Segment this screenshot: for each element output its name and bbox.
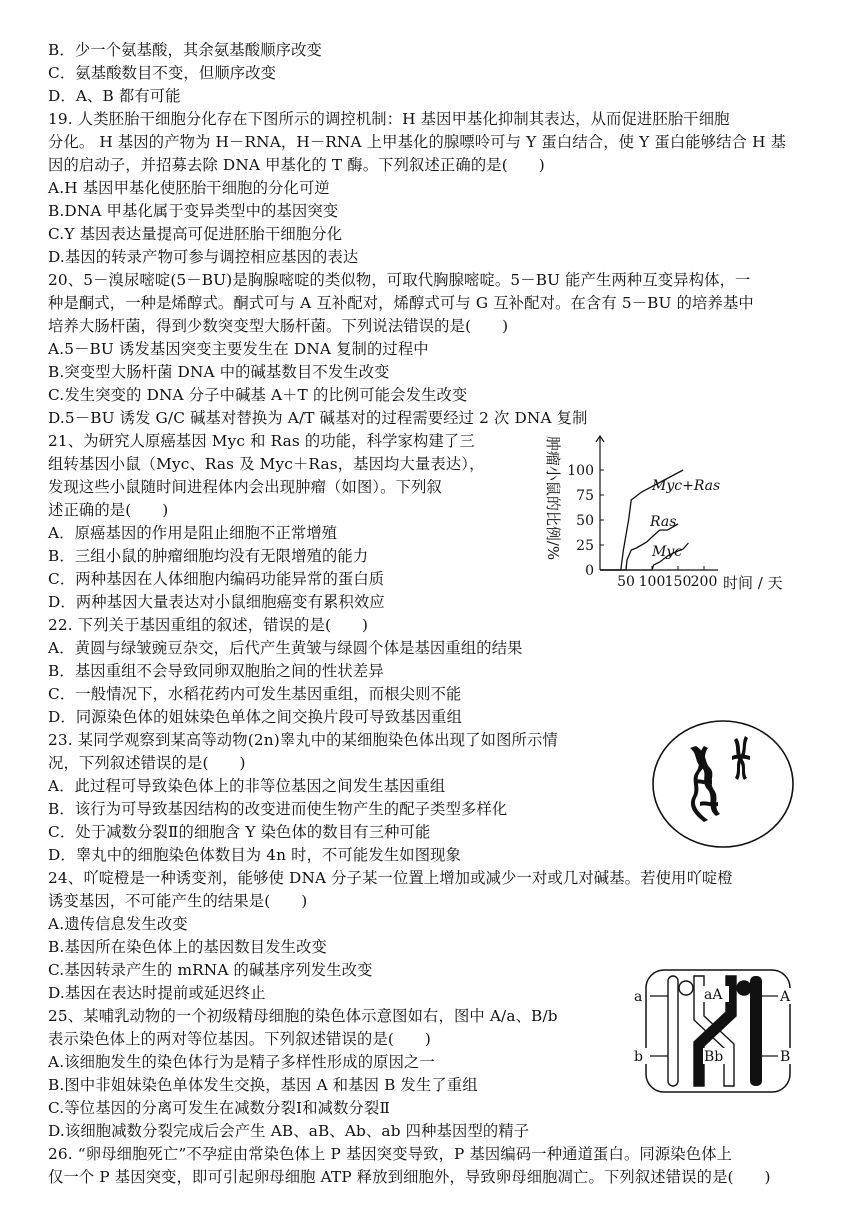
q21-stem-line: 述正确的是( ) (48, 501, 169, 519)
q19-option-d: D.基因的转录产物可参与调控相应基因的表达 (48, 248, 359, 266)
q19-stem-line: 分化。 H 基因的产物为 H－RNA，H－RNA 上甲基化的腺嘌呤可与 Y 蛋白结合，使 Y 蛋白能够结合 H 基 (48, 133, 787, 151)
y-tick-label: 75 (576, 488, 594, 504)
cell-membrane-icon (653, 721, 793, 847)
q25-stem-line: 表示染色体上的两对等位基因。下列叙述错误的是( ) (48, 1030, 431, 1048)
gene-label-A: A (780, 989, 791, 1005)
x-tick-label: 150 (664, 574, 692, 590)
q23-stem-line: 况，下列叙述错误的是( ) (48, 754, 246, 772)
q23-option-c: C．处于减数分裂Ⅱ的细胞含 Y 染色体的数目有三种可能 (48, 823, 431, 841)
q21-option-b: B．三组小鼠的肿瘤细胞均没有无限增殖的能力 (48, 547, 369, 565)
q21-stem-line: 发现这些小鼠随时间进程体内会出现肿瘤（如图）。下列叙 (48, 478, 442, 496)
chromosome-synapsis-icon (690, 736, 750, 822)
q24-option-a: A.遗传信息发生改变 (48, 915, 188, 933)
q26-stem-line: 仅一个 P 基因突变，即可引起卵母细胞 ATP 释放到细胞外，导致卵母细胞凋亡。下列叙述错误的是( ) (48, 1168, 771, 1186)
q21-option-c: C．两种基因在人体细胞内编码功能异常的蛋白质 (48, 570, 385, 588)
q25-stem-line: 25、某哺乳动物的一个初级精母细胞的染色体示意图如右，图中 A/a、B/b (48, 1007, 558, 1025)
q24-stem-line: 诱变基因，不可能产生的结果是( ) (48, 892, 308, 910)
q25-option-d: D.该细胞减数分裂完成后会产生 AB、aB、Ab、ab 四种基因型的精子 (48, 1122, 530, 1140)
q23-option-d: D．睾丸中的细胞染色体数目为 4n 时，不可能发生如图现象 (48, 846, 462, 864)
q23-option-b: B．该行为可导致基因结构的改变进而使生物产生的配子类型多样化 (48, 800, 508, 818)
q18-option-d: D．A、B 都有可能 (48, 87, 181, 105)
tumor-ratio-line-chart (528, 428, 828, 602)
q26-stem-line: 26. “卵母细胞死亡”不孕症由常染色体上 P 基因突变导致，P 基因编码一种通道蛋白。同源染色体上 (48, 1145, 733, 1163)
q21-option-a: A．原癌基因的作用是阻止细胞不正常增殖 (48, 524, 338, 542)
q18-option-b: B．少一个氨基酸，其余氨基酸顺序改变 (48, 41, 322, 59)
q20-option-d: D.5－BU 诱发 G/C 碱基对替换为 A/T 碱基对的过程需要经过 2 次 DNA 复制 (48, 409, 588, 427)
q19-stem-line: 因的启动子，并招募去除 DNA 甲基化的 T 酶。下列叙述正确的是( ) (48, 156, 545, 174)
q25-option-a: A.该细胞发生的染色体行为是精子多样性形成的原因之一 (48, 1053, 435, 1071)
y-tick-label: 25 (576, 538, 594, 554)
q20-stem-line: 20、5－溴尿嘧啶(5－BU)是胸腺嘧啶的类似物，可取代胸腺嘧啶。5－BU 能产生两种互变异构体，一 (48, 271, 751, 289)
q20-option-c: C.发生突变的 DNA 分子中碱基 A＋T 的比例可能会发生改变 (48, 386, 468, 404)
chart-ylabel: 肿瘤小鼠的比例/% (544, 435, 562, 561)
q22-option-a: A．黄圆与绿皱豌豆杂交，后代产生黄皱与绿圆个体是基因重组的结果 (48, 639, 523, 657)
q20-stem-line: 培养大肠杆菌，得到少数突变型大肠杆菌。下列说法错误的是( ) (48, 317, 509, 335)
gene-label-Bb: Bb (704, 1049, 724, 1065)
q24-option-d: D.基因在表达时提前或延迟终止 (48, 984, 266, 1002)
q22-option-d: D．同源染色体的姐妹染色单体之间交换片段可导致基因重组 (48, 708, 463, 726)
q22-option-b: B．基因重组不会导致同卵双胞胎之间的性状差异 (48, 662, 384, 680)
gene-label-a: a (634, 989, 643, 1005)
chart-xlabel: 时间 / 天 (723, 574, 783, 592)
q19-option-c: C.Y 基因表达量提高可促进胚胎干细胞分化 (48, 225, 343, 243)
q20-option-b: B.突变型大肠杆菌 DNA 中的碱基数目不发生改变 (48, 363, 390, 381)
x-tick-label: 100 (638, 574, 666, 590)
q18-option-c: C．氨基酸数目不变，但顺序改变 (48, 64, 277, 82)
q21-option-d: D．两种基因大量表达对小鼠细胞癌变有累积效应 (48, 593, 385, 611)
crossing-over-figure (630, 966, 802, 1096)
series-label: Myc (652, 544, 683, 560)
q20-stem-line: 种是酮式，一种是烯醇式。酮式可与 A 互补配对，烯醇式可与 G 互补配对。在含有 5－BU 的培养基中 (48, 294, 754, 312)
cell-chromosome-figure (650, 718, 796, 850)
q25-option-c: C.等位基因的分离可发生在减数分裂Ⅰ和减数分裂Ⅱ (48, 1099, 390, 1117)
q19-stem-line: 19. 人类胚胎干细胞分化存在下图所示的调控机制：H 基因甲基化抑制其表达，从而促进胚胎干细胞 (48, 110, 730, 128)
q22-option-c: C．一般情况下，水稻花药内可发生基因重组，而根尖则不能 (48, 685, 462, 703)
q23-stem-line: 23. 某同学观察到某高等动物(2n)睾丸中的某细胞染色体出现了如图所示情 (48, 731, 558, 749)
gene-label-aA: aA (704, 987, 723, 1003)
q20-option-a: A.5－BU 诱发基因突变主要发生在 DNA 复制的过程中 (48, 340, 429, 358)
y-tick-label: 50 (576, 513, 594, 529)
q21-stem-line: 21、为研究人原癌基因 Myc 和 Ras 的功能，科学家构建了三 (48, 432, 475, 450)
q21-stem-line: 组转基因小鼠（Myc、Ras 及 Myc＋Ras，基因均大量表达）， (48, 455, 485, 473)
gene-label-b: b (634, 1049, 643, 1065)
q24-option-c: C.基因转录产生的 mRNA 的碱基序列发生改变 (48, 961, 373, 979)
q24-stem-line: 24、吖啶橙是一种诱变剂，能够使 DNA 分子某一位置上增加或减少一对或几对碱基。若使用吖啶橙 (48, 869, 733, 887)
q25-option-b: B.图中非姐妹染色单体发生交换，基因 A 和基因 B 发生了重组 (48, 1076, 478, 1094)
y-tick-label: 0 (585, 563, 594, 579)
q19-option-a: A.H 基因甲基化使胚胎干细胞的分化可逆 (48, 179, 330, 197)
q23-option-a: A．此过程可导致染色体上的非等位基因之间发生基因重组 (48, 777, 446, 795)
gene-label-B: B (780, 1049, 791, 1065)
x-tick-label: 200 (690, 574, 718, 590)
q19-option-b: B.DNA 甲基化属于变异类型中的基因突变 (48, 202, 339, 220)
y-tick-label: 100 (567, 463, 594, 479)
series-label: Myc+Ras (652, 478, 721, 494)
series-label: Ras (650, 514, 677, 530)
x-tick-label: 50 (617, 574, 635, 590)
q22-stem-line: 22. 下列关于基因重组的叙述，错误的是( ) (48, 616, 369, 634)
q24-option-b: B.基因所在染色体上的基因数目发生改变 (48, 938, 328, 956)
